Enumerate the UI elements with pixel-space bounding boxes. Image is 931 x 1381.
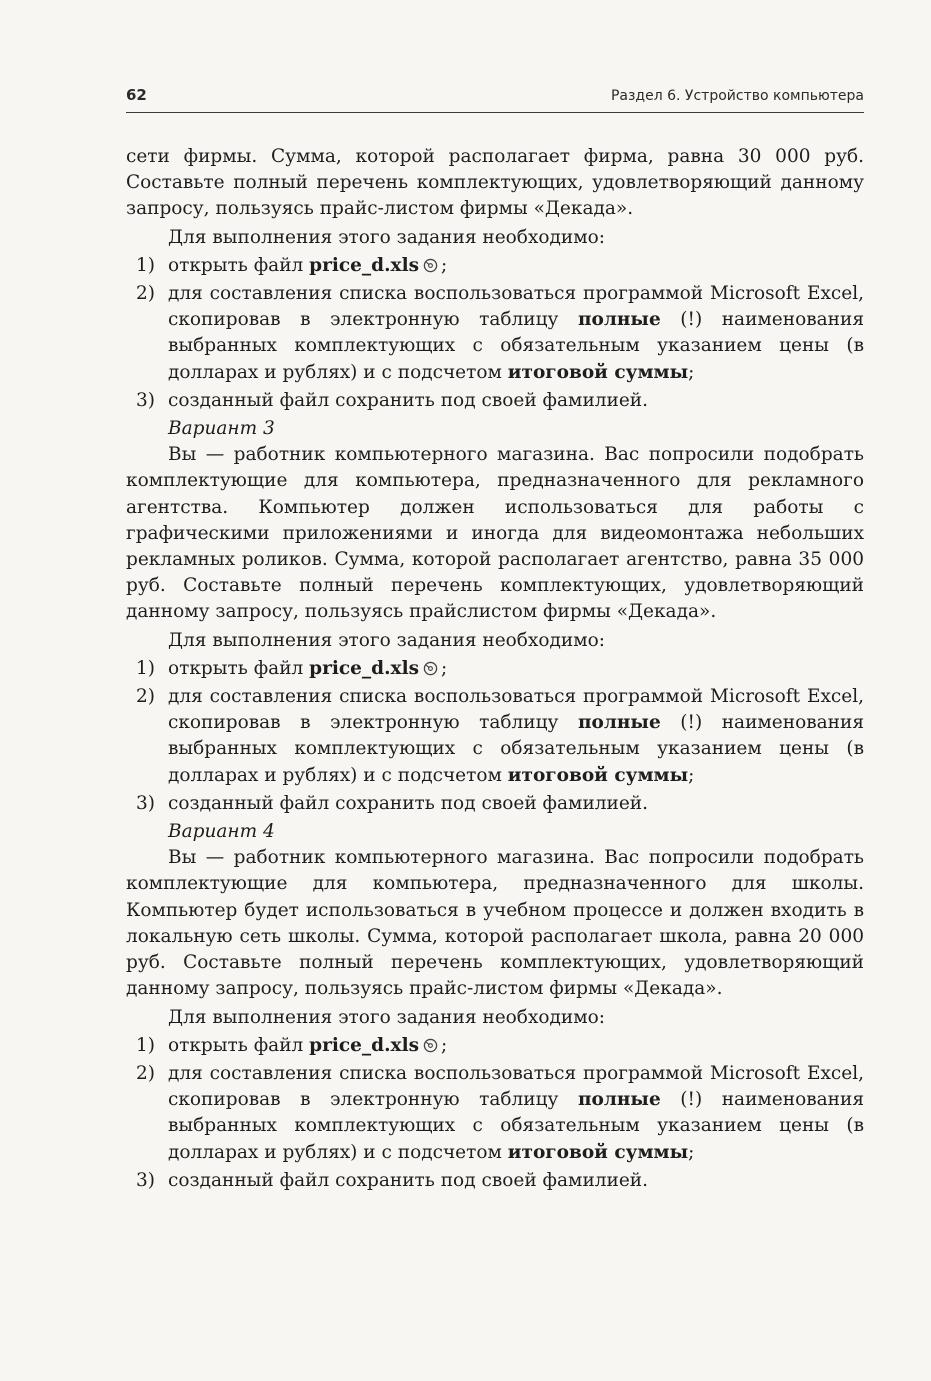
bold-total: итоговой суммы xyxy=(507,361,689,383)
step-text: открыть файл xyxy=(168,657,310,679)
file-name: price_d.xls xyxy=(309,657,420,679)
variant-3-step-1 xyxy=(126,656,864,682)
disk-icon xyxy=(423,258,438,273)
step-punct: ; xyxy=(441,1034,448,1056)
step-text: открыть файл xyxy=(168,254,310,276)
step-text: открыть файл xyxy=(168,1034,310,1056)
step-text: для составления списка воспользоваться программой Microsoft Excel, скопировав в электронную таблицу xyxy=(168,1062,864,1111)
bold-full: полные xyxy=(577,309,661,331)
variant-3-task-lead: Для выполнения этого задания необходимо: xyxy=(168,629,605,651)
intro-paragraph: сети фирмы. Сумма, которой располагает фирма, равна 30 000 руб. Составьте полный перечень комплектующих, удовлетворяющий данному запросу, пользуясь прайс-листом фирмы «Декада». xyxy=(126,146,864,220)
variant-4-step-2 xyxy=(126,1061,864,1166)
step-text: созданный файл сохранить под своей фамилией. xyxy=(168,792,649,814)
bold-total: итоговой суммы xyxy=(507,764,689,786)
step-punct: ; xyxy=(688,361,695,383)
step-number: 2) xyxy=(136,686,155,708)
step-text: для составления списка воспользоваться программой Microsoft Excel, скопировав в электронную таблицу xyxy=(168,686,864,734)
step-text: созданный файл сохранить под своей фамилией. xyxy=(168,1169,649,1191)
variant-4-paragraph: Вы — работник компьютерного магазина. Вас попросили подобрать комплектующие для компьютера, предназначенного для школы. Компьютер будет использоваться в учебном процессе и должен входить в локальную сеть школы. Сумма, которой располагает школа, равна 20 000 руб. Составьте полный перечень комплектующих, удовлетворяющий данному запросу, пользуясь прайс-листом фирмы «Декада». xyxy=(126,847,864,1000)
step-number: 3) xyxy=(136,1169,155,1191)
intro-task-lead: Для выполнения этого задания необходимо: xyxy=(168,226,605,248)
running-head: Раздел 6. Устройство компьютера xyxy=(610,88,864,104)
step-number: 3) xyxy=(136,389,155,411)
page-number: 62 xyxy=(126,86,147,104)
intro-step-1 xyxy=(126,253,864,279)
variant-3-paragraph: Вы — работник компьютерного магазина. Вас попросили подобрать комплектующие для компьютера, предназначенного для рекламного агентства. Компьютер должен использоваться для работы с графическими приложениями и иногда для видеомонтажа небольших рекламных роликов. Сумма, которой располагает агентство, равна 35 000 руб. Составьте полный перечень комплектующих, удовлетворяющий данному запросу, пользуясь прайслистом фирмы «Декада». xyxy=(126,444,864,623)
variant-4-task-lead: Для выполнения этого задания необходимо: xyxy=(168,1006,605,1028)
page-header xyxy=(126,86,864,113)
file-name: price_d.xls xyxy=(309,254,420,276)
step-number: 2) xyxy=(136,283,155,305)
step-punct: ; xyxy=(441,657,448,679)
step-text: созданный файл сохранить под своей фамилией. xyxy=(168,389,649,411)
bold-total: итоговой суммы xyxy=(507,1141,689,1163)
step-text: (!) наименования выбранных комплектующих с обязательным указанием цены (в долларах и рублях) и с подсчетом xyxy=(168,309,865,383)
variant-3-step-3 xyxy=(126,791,864,817)
disk-icon xyxy=(423,661,438,676)
step-number: 3) xyxy=(136,792,155,814)
intro-step-3 xyxy=(126,388,864,414)
bold-full: полные xyxy=(577,712,661,734)
intro-step-2 xyxy=(126,281,864,386)
step-text: для составления списка воспользоваться программой Microsoft Excel, скопировав в электронную таблицу xyxy=(168,283,864,331)
step-number: 1) xyxy=(136,657,155,679)
disk-icon xyxy=(423,1038,438,1053)
variant-3-title: Вариант 3 xyxy=(168,418,275,440)
variant-3-step-2 xyxy=(126,684,864,789)
variant-4-step-3 xyxy=(126,1168,864,1194)
step-number: 1) xyxy=(136,1034,155,1056)
step-number: 1) xyxy=(136,254,155,276)
step-punct: ; xyxy=(688,1141,695,1163)
step-text: (!) наименования выбранных комплектующих с обязательным указанием цены (в долларах и рублях) и с подсчетом xyxy=(168,712,865,786)
bold-full: полные xyxy=(577,1089,661,1111)
variant-4-step-1 xyxy=(126,1033,864,1059)
step-number: 2) xyxy=(136,1062,155,1084)
step-punct: ; xyxy=(441,254,448,276)
step-punct: ; xyxy=(688,764,695,786)
variant-4-title: Вариант 4 xyxy=(168,821,275,843)
step-text: (!) наименования выбранных комплектующих с обязательным указанием цены (в долларах и рублях) и с подсчетом xyxy=(168,1089,865,1163)
file-name: price_d.xls xyxy=(309,1034,420,1056)
page-body xyxy=(126,144,864,1194)
